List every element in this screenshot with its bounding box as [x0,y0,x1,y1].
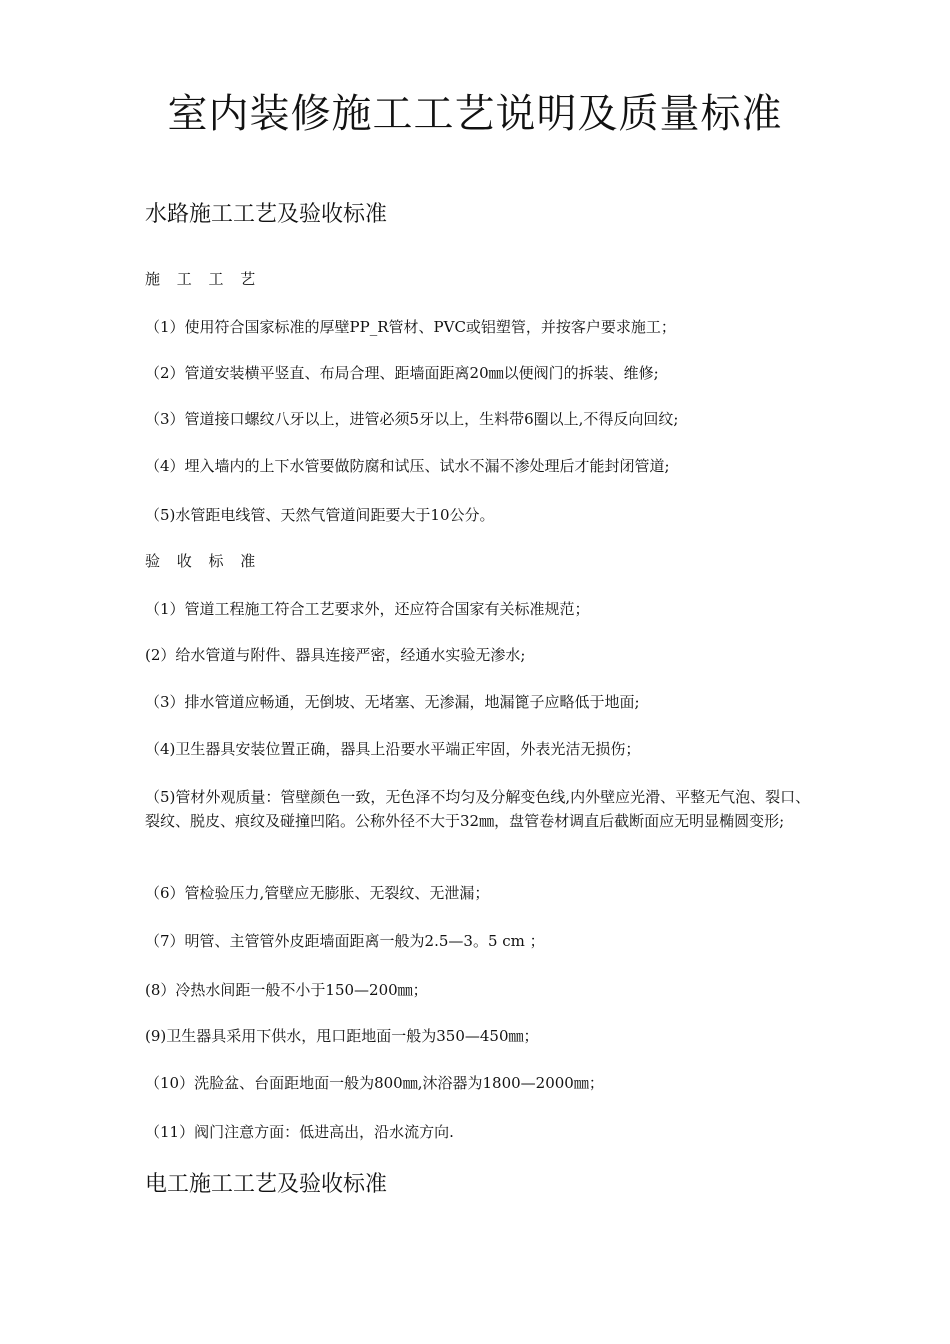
acceptance-item-10: （10）洗脸盆、台面距地面一般为800㎜,沐浴器为1800—2000㎜； [145,1074,604,1092]
acceptance-item-7: （7）明管、主管管外皮距墙面距离一般为2.5—3。5 cm ； [145,932,545,950]
subheading-process: 施 工 工 艺 [145,270,262,288]
acceptance-item-4: （4)卫生器具安装位置正确，器具上沿要水平端正牢固，外表光洁无损伤； [145,740,641,758]
acceptance-item-9: (9)卫生器具采用下供水，甩口距地面一般为350—450㎜； [145,1027,539,1045]
section-heading-electrical: 电工施工工艺及验收标准 [145,1172,388,1197]
acceptance-item-6: （6）管检验压力,管壁应无膨胀、无裂纹、无泄漏； [145,884,490,902]
process-item-4: （4）埋入墙内的上下水管要做防腐和试压、试水不漏不渗处理后才能封闭管道; [145,457,670,475]
acceptance-item-2: (2）给水管道与附件、器具连接严密，经通水实验无渗水; [145,646,526,664]
acceptance-item-5: （5)管材外观质量：管壁颜色一致，无色泽不均匀及分解变色线,内外壁应光滑、平整无气泡、裂口、裂纹、脱皮、痕纹及碰撞凹陷。公称外径不大于32㎜，盘管卷材调直后截断面应无明显椭圆变形; [145,788,811,830]
acceptance-item-3: （3）排水管道应畅通，无倒坡、无堵塞、无渗漏，地漏篦子应略低于地面; [145,693,640,711]
process-item-2: （2）管道安装横平竖直、布局合理、距墙面距离20㎜以便阀门的拆装、维修; [145,364,659,382]
process-item-5: （5)水管距电线管、天然气管道间距要大于10公分。 [145,506,495,524]
document-title: 室内装修施工工艺说明及质量标准 [167,91,783,137]
process-item-1: （1）使用符合国家标准的厚壁PP_R管材、PVC或铝塑管，并按客户要求施工； [145,318,676,336]
section-heading-water: 水路施工工艺及验收标准 [145,202,388,227]
acceptance-item-8: (8）冷热水间距一般不小于150—200㎜； [145,981,428,999]
acceptance-item-1: （1）管道工程施工符合工艺要求外，还应符合国家有关标准规范； [145,600,590,618]
acceptance-item-11: （11）阀门注意方面：低进高出，沿水流方向. [145,1123,454,1141]
process-item-3: （3）管道接口螺纹八牙以上，进管必须5牙以上，生料带6圈以上,不得反向回纹; [145,410,679,428]
subheading-acceptance: 验 收 标 准 [145,552,262,570]
